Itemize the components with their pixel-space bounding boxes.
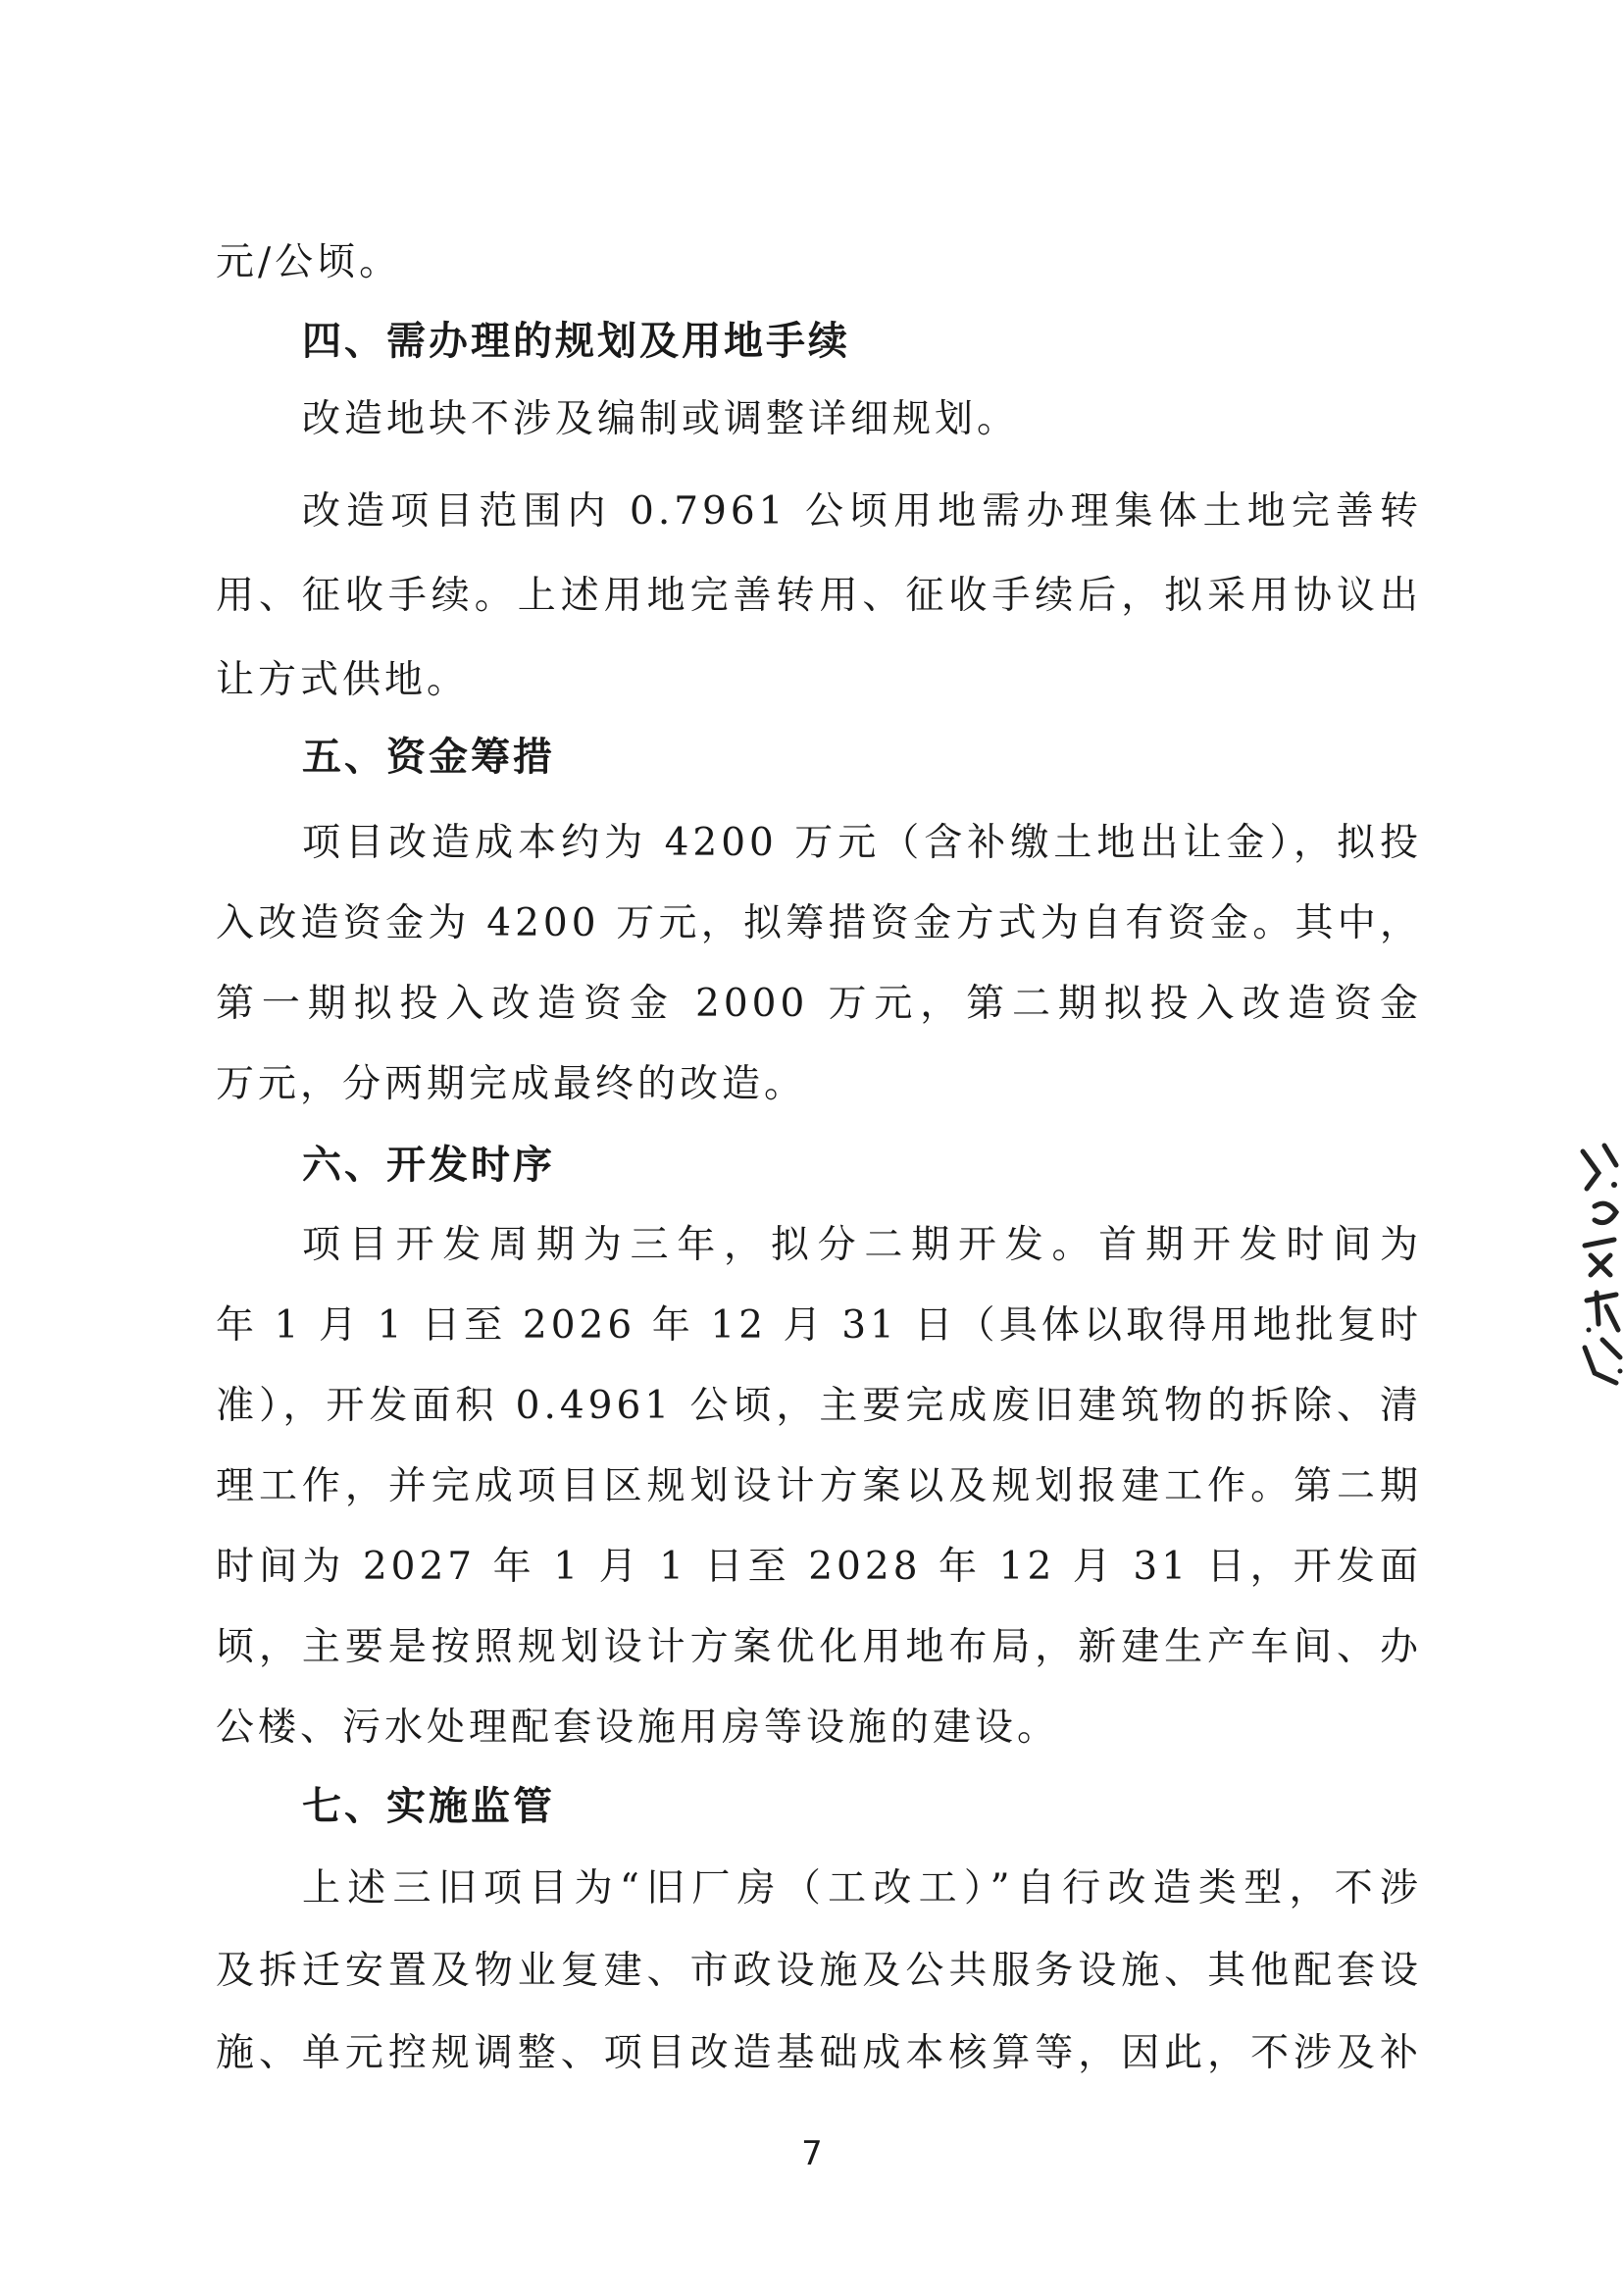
paragraph-line: 第一期拟投入改造资金 2000 万元，第二期拟投入改造资金 <box>216 982 1422 1026</box>
paragraph-line: 上述三旧项目为“旧厂房（工改工）”自行改造类型，不涉 <box>302 1866 1422 1911</box>
paragraph-line: 及拆迁安置及物业复建、市政设施及公共服务设施、其他配套设 <box>216 1949 1422 1993</box>
paragraph-line: 改造地块不涉及编制或调整详细规划。 <box>302 397 1020 441</box>
paragraph-line: 施、单元控规调整、项目改造基础成本核算等，因此，不涉及补 <box>216 2031 1422 2075</box>
section-heading-4: 四、需办理的规划及用地手续 <box>302 319 850 364</box>
paragraph-line: 万元，分两期完成最终的改造。 <box>216 1062 807 1106</box>
paragraph-line: 顷，主要是按照规划设计方案优化用地布局，新建生产车间、办 <box>216 1625 1422 1669</box>
paragraph-line: 项目开发周期为三年，拟分二期开发。首期开发时间为 <box>302 1223 1422 1267</box>
section-heading-7: 七、实施监管 <box>302 1784 555 1829</box>
page-number: 7 <box>801 2134 823 2173</box>
paragraph-line: 元/公顷。 <box>216 240 402 284</box>
seal-stamp-fragment-icon <box>1577 1138 1624 1393</box>
paragraph-line: 用、征收手续。上述用地完善转用、征收手续后，拟采用协议出 <box>216 574 1422 618</box>
section-heading-5: 五、资金筹措 <box>302 735 555 780</box>
paragraph-line: 理工作，并完成项目区规划设计方案以及规划报建工作。第二期 <box>216 1464 1422 1508</box>
paragraph-line: 入改造资金为 4200 万元，拟筹措资金方式为自有资金。其中， <box>216 901 1422 945</box>
section-heading-6: 六、开发时序 <box>302 1143 555 1188</box>
paragraph-line: 改造项目范围内 0.7961 公顷用地需办理集体土地完善转 <box>302 489 1422 534</box>
paragraph-line: 时间为 2027 年 1 月 1 日至 2028 年 12 月 31 日，开发面 <box>216 1545 1422 1589</box>
paragraph-line: 年 1 月 1 日至 2026 年 12 月 31 日（具体以取得用地批复时 <box>216 1303 1422 1348</box>
paragraph-line: 准），开发面积 0.4961 公顷，主要完成废旧建筑物的拆除、清 <box>216 1384 1422 1428</box>
paragraph-line: 公楼、污水处理配套设施用房等设施的建设。 <box>216 1706 1060 1750</box>
paragraph-line: 项目改造成本约为 4200 万元（含补缴土地出让金），拟投 <box>302 821 1422 865</box>
paragraph-line: 让方式供地。 <box>216 658 470 702</box>
